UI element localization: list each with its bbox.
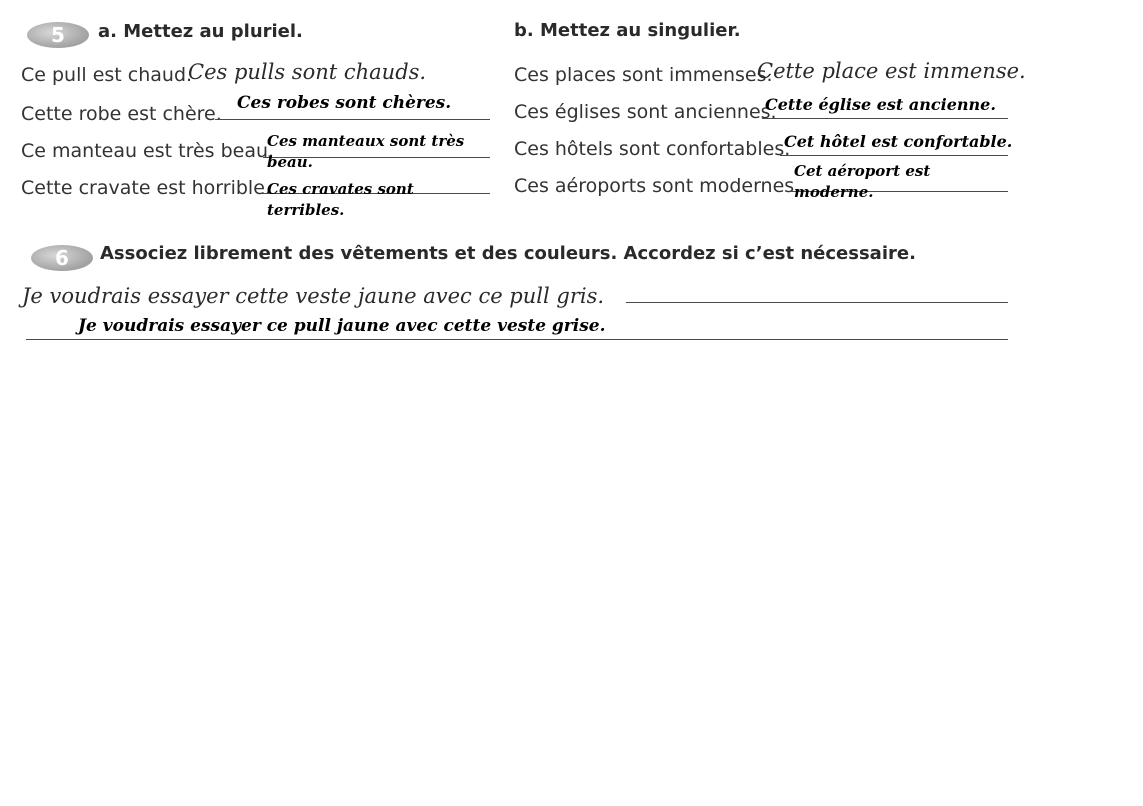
part-b-answer-2[interactable]: Cette église est ancienne. <box>765 95 996 114</box>
part-b-prompt-3: Ces hôtels sont confortables. <box>514 138 791 160</box>
part-a-answer-2[interactable]: Ces robes sont chères. <box>237 93 452 113</box>
answer-line-a2 <box>215 119 490 120</box>
answer-line-6a <box>626 302 1008 303</box>
part-a-answer-4[interactable]: Ces cravates sont terribles. <box>267 180 414 219</box>
part-a-heading: a. Mettez au pluriel. <box>98 21 303 42</box>
part-a-prompt-2: Cette robe est chère. <box>21 103 222 125</box>
exercise-6-badge: 6 <box>31 245 93 271</box>
answer-line-b2 <box>762 118 1008 119</box>
answer-line-6b <box>26 339 1008 340</box>
part-b-answer-4[interactable]: Cet aéroport est moderne. <box>794 162 931 201</box>
part-a-prompt-3: Ce manteau est très beau. <box>21 140 275 162</box>
answer-line-b3 <box>780 155 1008 156</box>
part-a-example-1: Ces pulls sont chauds. <box>188 60 427 84</box>
part-b-answer-3[interactable]: Cet hôtel est confortable. <box>784 132 1013 151</box>
exercise-6-example: Je voudrais essayer cette veste jaune avec ce pull gris. <box>22 284 605 308</box>
exercise-5-badge: 5 <box>27 22 89 48</box>
exercise-6-heading: Associez librement des vêtements et des couleurs. Accordez si c’est nécessaire. <box>100 243 916 264</box>
part-b-prompt-1: Ces places sont immenses. <box>514 64 773 86</box>
part-a-answer-3[interactable]: Ces manteaux sont très beau. <box>267 132 465 171</box>
part-a-prompt-4: Cette cravate est horrible. <box>21 177 271 199</box>
part-b-heading: b. Mettez au singulier. <box>514 20 741 41</box>
part-b-example-1: Cette place est immense. <box>757 59 1026 83</box>
part-b-prompt-2: Ces églises sont anciennes. <box>514 101 777 123</box>
part-a-prompt-1: Ce pull est chaud. <box>21 64 193 86</box>
exercise-6-answer[interactable]: Je voudrais essayer ce pull jaune avec cette veste grise. <box>78 316 606 336</box>
part-b-prompt-4: Ces aéroports sont modernes. <box>514 175 801 197</box>
